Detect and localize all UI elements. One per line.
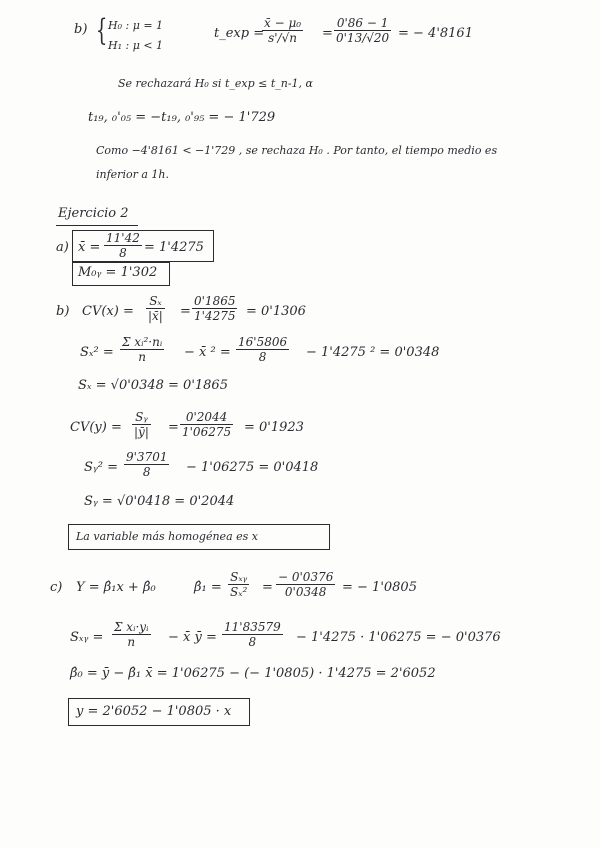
sy-value: Sᵧ = √0'0418 = 0'2044 <box>84 494 235 509</box>
sy2-lhs: Sᵧ² = <box>84 460 119 475</box>
sxy-fraction <box>112 620 151 649</box>
sxy-mid: − x̄ ȳ = <box>168 630 217 645</box>
cvy-denominator: |ȳ| <box>134 425 149 439</box>
part-b2-label: b) <box>56 304 70 319</box>
beta1-denominator: Sₓ² <box>230 585 248 599</box>
cvy-numerator: Sᵧ <box>132 410 151 425</box>
alt-hypothesis: H₁ : μ < 1 <box>108 39 164 52</box>
cvx-eq: = <box>180 304 191 319</box>
cvx-denominator: |x̄| <box>148 309 163 323</box>
texp-denominator: s'/√n <box>268 31 297 45</box>
texp-values-numerator: 0'86 − 1 <box>334 16 391 31</box>
beta1-values-numerator: − 0'0376 <box>278 570 334 584</box>
texp-numerator: x̄ − μ₀ <box>264 16 302 30</box>
texp-result: = − 4'8161 <box>398 26 473 41</box>
texp-fraction <box>262 16 303 45</box>
texp-values-denominator: 0'13/√20 <box>336 31 390 45</box>
mean-numerator: 11'42 <box>106 231 140 245</box>
mean-denominator: 8 <box>119 246 127 260</box>
null-hypothesis: H₀ : μ = 1 <box>108 19 164 32</box>
sx2-denominator: n <box>138 350 146 364</box>
sxy-denominator: n <box>127 635 136 649</box>
sxy-values-denominator: 8 <box>248 635 257 649</box>
cvx-lhs: CV(x) = <box>82 304 134 319</box>
sx2-result: − 1'4275 ² = 0'0348 <box>306 345 440 360</box>
cvy-eq: = <box>168 420 179 435</box>
cvy-values-numerator: 0'2044 <box>180 410 233 425</box>
sy2-result: − 1'06275 = 0'0418 <box>186 460 319 475</box>
beta1-result: = − 1'0805 <box>342 580 417 595</box>
part-c-label: c) <box>50 580 63 595</box>
title-underline <box>56 225 138 226</box>
texp-values-fraction <box>334 16 391 45</box>
cvy-result: = 0'1923 <box>244 420 304 435</box>
exercise-title: Ejercicio 2 <box>58 206 129 221</box>
sx2-lhs: Sₓ² = <box>80 345 114 360</box>
cvx-values-numerator: 0'1865 <box>194 294 236 308</box>
mean-result: = 1'4275 <box>144 240 204 255</box>
sxy-values-numerator: 11'83579 <box>224 620 281 634</box>
conclusion-line-2: inferior a 1h. <box>96 168 169 181</box>
part-a-label: a) <box>56 240 69 255</box>
final-equation: y = 2'6052 − 1'0805 · x <box>76 704 232 719</box>
mean-fraction <box>104 231 142 260</box>
homogeneity-conclusion: La variable más homogénea es x <box>76 530 258 543</box>
cvx-result: = 0'1306 <box>246 304 306 319</box>
texp-label: t_exp = <box>214 26 265 41</box>
mean-lhs: x̄ = <box>78 240 101 255</box>
critical-value: t₁₉, ₀'₀₅ = −t₁₉, ₀'₉₅ = − 1'729 <box>88 110 276 125</box>
cvx-numerator: Sₓ <box>146 294 165 309</box>
sy2-numerator: 9'3701 <box>126 450 168 464</box>
cvy-values-denominator: 1'06275 <box>182 425 232 439</box>
sx-value: Sₓ = √0'0348 = 0'1865 <box>78 378 228 393</box>
conclusion-line-1: Como −4'8161 < −1'729 , se rechaza H₀ . Por tanto, el tiempo medio es <box>96 144 498 157</box>
sx2-values-denominator: 8 <box>258 350 267 364</box>
sxy-numerator: Σ xᵢ·yᵢ <box>114 620 149 634</box>
part-b-label: b) <box>74 22 88 37</box>
beta1-eq: = <box>262 580 273 595</box>
rejection-rule: Se rechazará H₀ si t_exp ≤ t_n-1, α <box>118 77 313 90</box>
sy2-denominator: 8 <box>142 465 151 479</box>
beta1-fraction <box>228 570 249 599</box>
sx2-values-fraction <box>236 335 289 364</box>
beta0-calculation: β̂₀ = ȳ − β̂₁ x̄ = 1'06275 − (− 1'0805) · 1'4275 = 2'6052 <box>70 666 436 681</box>
cvx-fraction <box>146 294 165 323</box>
sxy-lhs: Sₓᵧ = <box>70 630 104 645</box>
sx2-mid: − x̄ ² = <box>184 345 231 360</box>
sxy-result: − 1'4275 · 1'06275 = − 0'0376 <box>296 630 501 645</box>
sy2-fraction <box>124 450 169 479</box>
sx2-numerator: Σ xᵢ²·nᵢ <box>122 335 163 349</box>
cvy-values-fraction <box>180 410 233 439</box>
sx2-values-numerator: 16'5806 <box>238 335 288 349</box>
sxy-values-fraction <box>222 620 283 649</box>
cvx-values-fraction <box>192 294 237 323</box>
cvy-fraction <box>132 410 151 439</box>
cvy-lhs: CV(y) = <box>70 420 122 435</box>
mode-value: M₀ᵧ = 1'302 <box>78 265 158 280</box>
beta1-lhs: β̂₁ = <box>194 580 222 595</box>
beta1-values-fraction <box>276 570 335 599</box>
cvx-values-denominator: 1'4275 <box>194 309 236 323</box>
hypothesis-brace: { <box>95 13 108 48</box>
regression-model: Y = β̂₁x + β̂₀ <box>76 580 156 595</box>
beta1-numerator: Sₓᵧ <box>228 570 249 585</box>
sx2-fraction <box>120 335 164 364</box>
beta1-values-denominator: 0'0348 <box>284 585 327 599</box>
equals-sign: = <box>322 26 333 41</box>
